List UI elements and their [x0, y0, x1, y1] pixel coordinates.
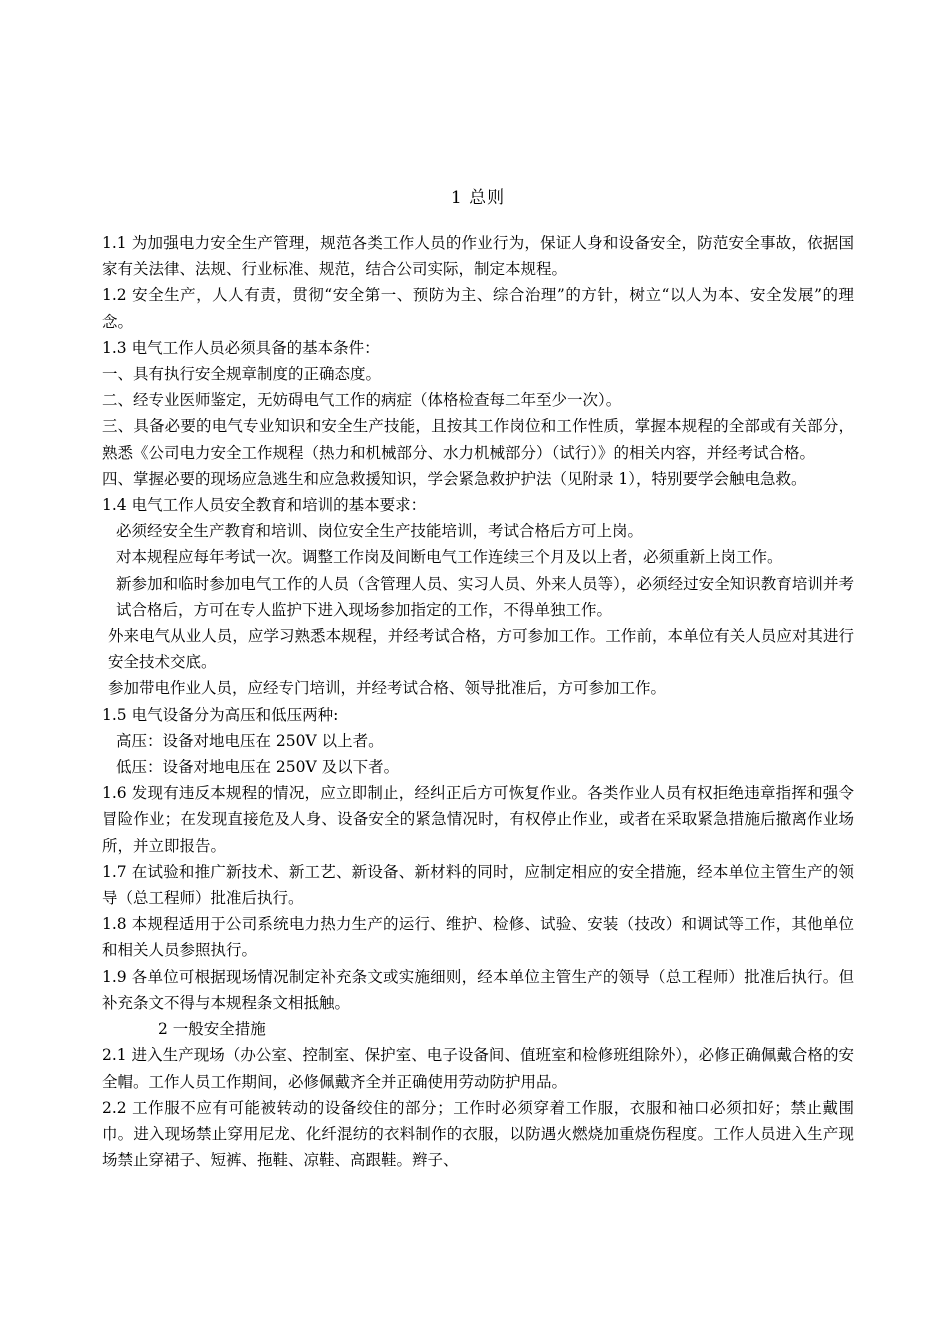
clause-1-4-item-1: 必须经安全生产教育和培训、岗位安全生产技能培训，考试合格后方可上岗。	[116, 522, 644, 541]
clause-1-3: 1.3 电气工作人员必须具备的基本条件：	[102, 338, 380, 357]
document-page	[102, 178, 854, 1173]
section-2-heading: 2 一般安全措施	[158, 1020, 266, 1039]
clause-1-8: 1.8 本规程适用于公司系统电力热力生产的运行、维护、检修、试验、安装（技改）和调试等工作，其他单位和相关人员参照执行。	[102, 915, 854, 960]
clause-1-4-item-4: 外来电气从业人员，应学习熟悉本规程，并经考试合格，方可参加工作。工作前，本单位有关人员应对其进行安全技术交底。	[108, 627, 854, 672]
clause-1-2: 1.2 安全生产，人人有责，贯彻“安全第一、预防为主、综合治理”的方针，树立“以人为本、安全发展”的理念。	[102, 286, 854, 331]
clause-1-6: 1.6 发现有违反本规程的情况，应立即制止，经纠正后方可恢复作业。各类作业人员有权拒绝违章指挥和强令冒险作业；在发现直接危及人身、设备安全的紧急情况时，有权停止作业，或者在采取紧急措施后撤离作业场所，并立即报告。	[102, 784, 854, 855]
clause-1-4: 1.4 电气工作人员安全教育和培训的基本要求：	[102, 496, 427, 515]
clause-1-4-item-2: 对本规程应每年考试一次。调整工作岗及间断电气工作连续三个月及以上者，必须重新上岗工作。	[116, 548, 783, 567]
clause-1-5: 1.5 电气设备分为高压和低压两种:	[102, 705, 339, 724]
clause-2-2: 2.2 工作服不应有可能被转动的设备绞住的部分；工作时必须穿着工作服，衣服和袖口必须扣好；禁止戴围巾。进入现场禁止穿用尼龙、化纤混纺的衣料制作的衣服，以防遇火燃烧加重烧伤程度。工作人员进入生产现场禁止穿裙子、短裤、拖鞋、凉鞋、高跟鞋。辫子、	[102, 1098, 854, 1170]
clause-1-7: 1.7 在试验和推广新技术、新工艺、新设备、新材料的同时，应制定相应的安全措施，经本单位主管生产的领导（总工程师）批准后执行。	[102, 862, 854, 908]
clause-1-5-low-voltage: 低压：设备对地电压在 250V 及以下者。	[116, 758, 400, 777]
clause-1-9: 1.9 各单位可根据现场情况制定补充条文或实施细则，经本单位主管生产的领导（总工程师）批准后执行。但补充条文不得与本规程条文相抵触。	[102, 967, 854, 1012]
document-title: 1 总则	[450, 188, 506, 208]
clause-1-3-item-2: 二、经专业医师鉴定，无妨碍电气工作的病症（体格检查每二年至少一次）。	[102, 391, 622, 410]
clause-1-5-high-voltage: 高压：设备对地电压在 250V 以上者。	[116, 731, 384, 750]
clause-1-4-item-3: 新参加和临时参加电气工作的人员（含管理人员、实习人员、外来人员等），必须经过安全知识教育培训并考试合格后，方可在专人监护下进入现场参加指定的工作，不得单独工作。	[116, 574, 854, 619]
clause-1-3-item-3: 三、具备必要的电气专业知识和安全生产技能，且按其工作岗位和工作性质，掌握本规程的全部或有关部分，熟悉《公司电力安全工作规程（热力和机械部分、水力机械部分）（试行）》的相关内容，并经考试合格。	[102, 417, 854, 462]
clause-2-1: 2.1 进入生产现场（办公室、控制室、保护室、电子设备间、值班室和检修班组除外），必修正确佩戴合格的安全帽。工作人员工作期间，必修佩戴齐全并正确使用劳动防护用品。	[102, 1046, 854, 1091]
clause-1-4-item-5: 参加带电作业人员，应经专门培训，并经考试合格、领导批准后，方可参加工作。	[108, 679, 667, 698]
clause-1-3-item-4: 四、掌握必要的现场应急逃生和应急救援知识，学会紧急救护护法（见附录 1），特别要学会触电急救。	[102, 469, 807, 488]
clause-1-1: 1.1 为加强电力安全生产管理，规范各类工作人员的作业行为，保证人身和设备安全，防范安全事故，依据国家有关法律、法规、行业标准、规范，结合公司实际，制定本规程。	[102, 234, 854, 279]
clause-1-3-item-1: 一、具有执行安全规章制度的正确态度。	[102, 365, 382, 384]
